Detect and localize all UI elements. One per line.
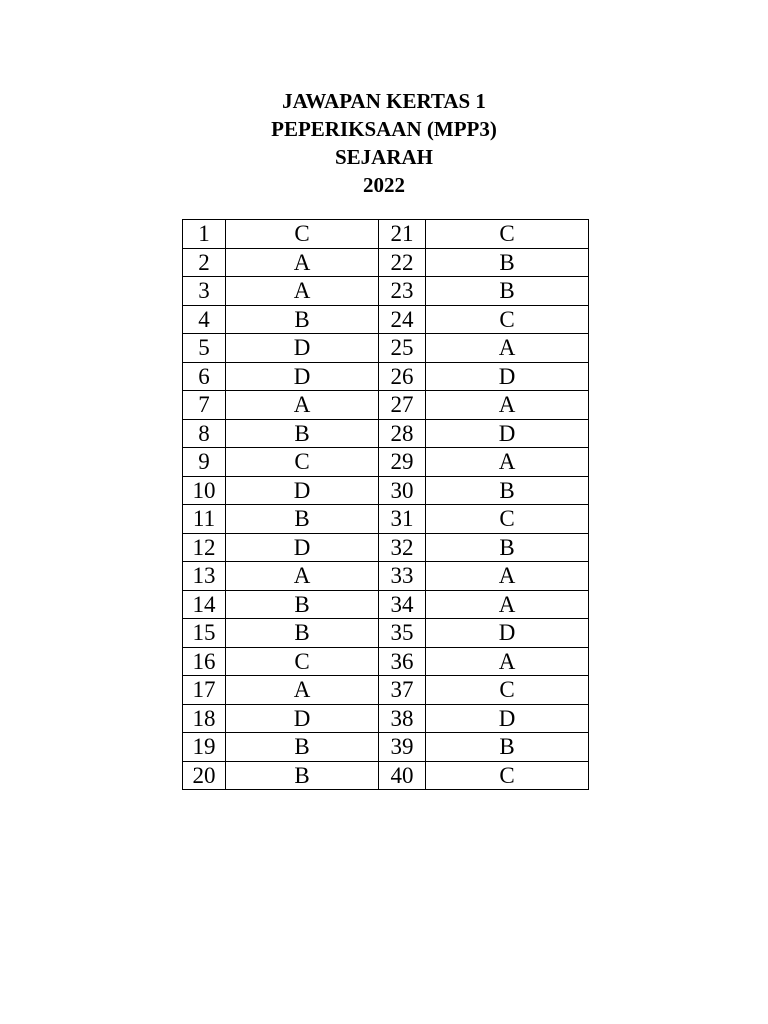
- answer-letter: C: [226, 220, 379, 249]
- question-number: 36: [379, 647, 426, 676]
- answer-row: [183, 733, 589, 762]
- question-number: 18: [183, 704, 226, 733]
- answer-letter: C: [426, 676, 589, 705]
- answer-row: [183, 761, 589, 790]
- answer-letter: C: [426, 761, 589, 790]
- header-exam: PEPERIKSAAN (MPP3): [271, 117, 497, 141]
- question-number: 14: [183, 590, 226, 619]
- answer-letter: A: [226, 391, 379, 420]
- question-number: 26: [379, 362, 426, 391]
- header-subject: SEJARAH: [334, 145, 434, 169]
- answer-row: [183, 676, 589, 705]
- answer-letter: A: [426, 647, 589, 676]
- question-number: 31: [379, 505, 426, 534]
- question-number: 11: [183, 505, 226, 534]
- question-number: 13: [183, 562, 226, 591]
- answer-letter: C: [426, 305, 589, 334]
- answer-row: [183, 533, 589, 562]
- question-number: 39: [379, 733, 426, 762]
- answer-letter: B: [426, 533, 589, 562]
- question-number: 16: [183, 647, 226, 676]
- answer-row: [183, 476, 589, 505]
- question-number: 38: [379, 704, 426, 733]
- question-number: 23: [379, 277, 426, 306]
- answer-row: [183, 334, 589, 363]
- question-number: 25: [379, 334, 426, 363]
- answer-letter: B: [226, 761, 379, 790]
- answer-row: [183, 590, 589, 619]
- header-title: JAWAPAN KERTAS 1: [282, 89, 486, 113]
- question-number: 1: [183, 220, 226, 249]
- answer-row: [183, 277, 589, 306]
- question-number: 32: [379, 533, 426, 562]
- question-number: 21: [379, 220, 426, 249]
- question-number: 5: [183, 334, 226, 363]
- answer-letter: C: [226, 448, 379, 477]
- question-number: 34: [379, 590, 426, 619]
- answer-letter: A: [226, 248, 379, 277]
- answer-row: [183, 305, 589, 334]
- answer-row: [183, 562, 589, 591]
- answer-letter: B: [226, 419, 379, 448]
- answer-letter: A: [226, 676, 379, 705]
- answer-letter: C: [226, 647, 379, 676]
- question-number: 15: [183, 619, 226, 648]
- answer-letter: A: [226, 562, 379, 591]
- question-number: 35: [379, 619, 426, 648]
- answer-letter: A: [426, 448, 589, 477]
- question-number: 4: [183, 305, 226, 334]
- answer-letter: D: [426, 619, 589, 648]
- question-number: 2: [183, 248, 226, 277]
- answer-letter: B: [426, 248, 589, 277]
- question-number: 12: [183, 533, 226, 562]
- question-number: 30: [379, 476, 426, 505]
- answer-row: [183, 704, 589, 733]
- answer-letter: A: [426, 391, 589, 420]
- answer-letter: D: [426, 362, 589, 391]
- answer-letter: D: [226, 704, 379, 733]
- answer-row: [183, 647, 589, 676]
- question-number: 27: [379, 391, 426, 420]
- answer-letter: D: [226, 362, 379, 391]
- answer-row: [183, 220, 589, 249]
- answer-letter: D: [226, 476, 379, 505]
- answer-row: [183, 448, 589, 477]
- question-number: 7: [183, 391, 226, 420]
- answer-letter: B: [226, 505, 379, 534]
- question-number: 22: [379, 248, 426, 277]
- question-number: 24: [379, 305, 426, 334]
- answer-letter: A: [426, 562, 589, 591]
- answer-row: [183, 619, 589, 648]
- answer-letter: D: [226, 533, 379, 562]
- answer-row: [183, 391, 589, 420]
- question-number: 6: [183, 362, 226, 391]
- answer-key-table: [182, 219, 589, 790]
- answer-letter: B: [226, 305, 379, 334]
- question-number: 37: [379, 676, 426, 705]
- question-number: 33: [379, 562, 426, 591]
- answer-letter: C: [426, 220, 589, 249]
- answer-letter: A: [426, 334, 589, 363]
- question-number: 19: [183, 733, 226, 762]
- question-number: 3: [183, 277, 226, 306]
- answer-row: [183, 248, 589, 277]
- answer-key-body: [183, 220, 589, 790]
- answer-letter: C: [426, 505, 589, 534]
- question-number: 9: [183, 448, 226, 477]
- question-number: 40: [379, 761, 426, 790]
- answer-letter: A: [426, 590, 589, 619]
- answer-letter: B: [226, 590, 379, 619]
- question-number: 28: [379, 419, 426, 448]
- document-header: [0, 87, 768, 199]
- answer-letter: D: [426, 419, 589, 448]
- question-number: 20: [183, 761, 226, 790]
- answer-row: [183, 362, 589, 391]
- question-number: 8: [183, 419, 226, 448]
- question-number: 10: [183, 476, 226, 505]
- answer-letter: D: [226, 334, 379, 363]
- answer-row: [183, 505, 589, 534]
- answer-letter: B: [426, 733, 589, 762]
- question-number: 29: [379, 448, 426, 477]
- answer-letter: D: [426, 704, 589, 733]
- answer-letter: A: [226, 277, 379, 306]
- answer-letter: B: [226, 619, 379, 648]
- answer-letter: B: [226, 733, 379, 762]
- header-year: 2022: [363, 173, 405, 197]
- answer-letter: B: [426, 476, 589, 505]
- question-number: 17: [183, 676, 226, 705]
- answer-letter: B: [426, 277, 589, 306]
- answer-row: [183, 419, 589, 448]
